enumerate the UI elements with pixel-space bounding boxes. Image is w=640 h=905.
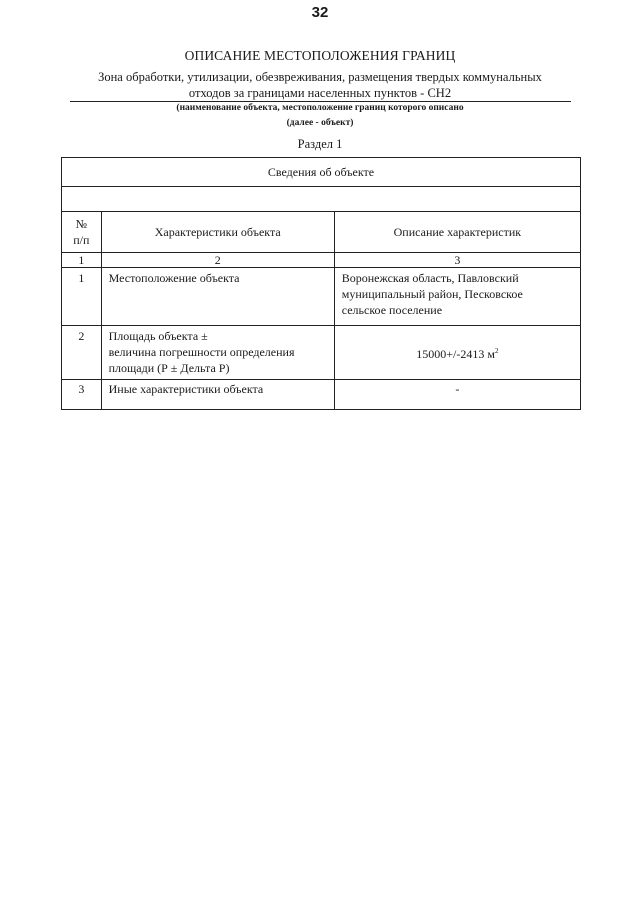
row-description bbox=[334, 326, 580, 380]
table-blank-cell bbox=[62, 187, 581, 212]
column-header-num bbox=[62, 212, 102, 253]
column-header-characteristic: Характеристики объекта bbox=[101, 212, 334, 253]
row-number: 1 bbox=[62, 268, 102, 326]
row-characteristic bbox=[101, 380, 334, 410]
table-caption-row bbox=[62, 158, 581, 187]
column-number-1: 1 bbox=[62, 253, 102, 268]
table-caption: Сведения об объекте bbox=[62, 158, 581, 187]
table-row bbox=[62, 268, 581, 326]
object-name bbox=[70, 69, 570, 101]
column-header-num-line-1: № bbox=[75, 217, 88, 231]
row-description-line: муниципальный район, Песковское bbox=[341, 287, 523, 301]
row-characteristic-line: Площадь объекта ± bbox=[108, 329, 208, 343]
row-characteristic-line: площади (Р ± Дельта Р) bbox=[108, 361, 230, 375]
row-number: 2 bbox=[62, 326, 102, 380]
column-number-2: 2 bbox=[101, 253, 334, 268]
column-header-row bbox=[62, 212, 581, 253]
row-description: - bbox=[334, 380, 580, 410]
row-description bbox=[334, 268, 580, 326]
object-name-line-2: отходов за границами населенных пунктов - СН2 bbox=[188, 86, 452, 100]
row-characteristic-line: Иные характеристики объекта bbox=[108, 382, 264, 396]
column-header-num-line-2: п/п bbox=[73, 233, 90, 247]
table-row bbox=[62, 380, 581, 410]
row-characteristic-line: Местоположение объекта bbox=[108, 271, 240, 285]
object-name-caption-2: (далее - объект) bbox=[286, 118, 354, 128]
page-number: 32 bbox=[311, 4, 329, 21]
column-number-3: 3 bbox=[334, 253, 580, 268]
object-name-caption-1: (наименование объекта, местоположение границ которого описано bbox=[176, 103, 464, 113]
area-unit-exponent: 2 bbox=[494, 346, 499, 355]
row-characteristic-line: величина погрешности определения bbox=[108, 345, 295, 359]
area-value: 15000+/-2413 м bbox=[416, 346, 495, 361]
object-name-line-1: Зона обработки, утилизации, обезвреживания, размещения твердых коммунальных bbox=[98, 70, 542, 84]
row-characteristic bbox=[101, 268, 334, 326]
row-description-line: Воронежская область, Павловский bbox=[341, 271, 519, 285]
object-info-table bbox=[61, 157, 581, 410]
column-number-row bbox=[62, 253, 581, 268]
document-title: ОПИСАНИЕ МЕСТОПОЛОЖЕНИЯ ГРАНИЦ bbox=[184, 48, 456, 63]
table-row bbox=[62, 326, 581, 380]
table-blank-row bbox=[62, 187, 581, 212]
row-description-line: сельское поселение bbox=[341, 303, 443, 317]
section-title: Раздел 1 bbox=[297, 137, 343, 151]
row-number: 3 bbox=[62, 380, 102, 410]
row-characteristic bbox=[101, 326, 334, 380]
column-header-description: Описание характеристик bbox=[334, 212, 580, 253]
underline-rule bbox=[70, 101, 571, 102]
